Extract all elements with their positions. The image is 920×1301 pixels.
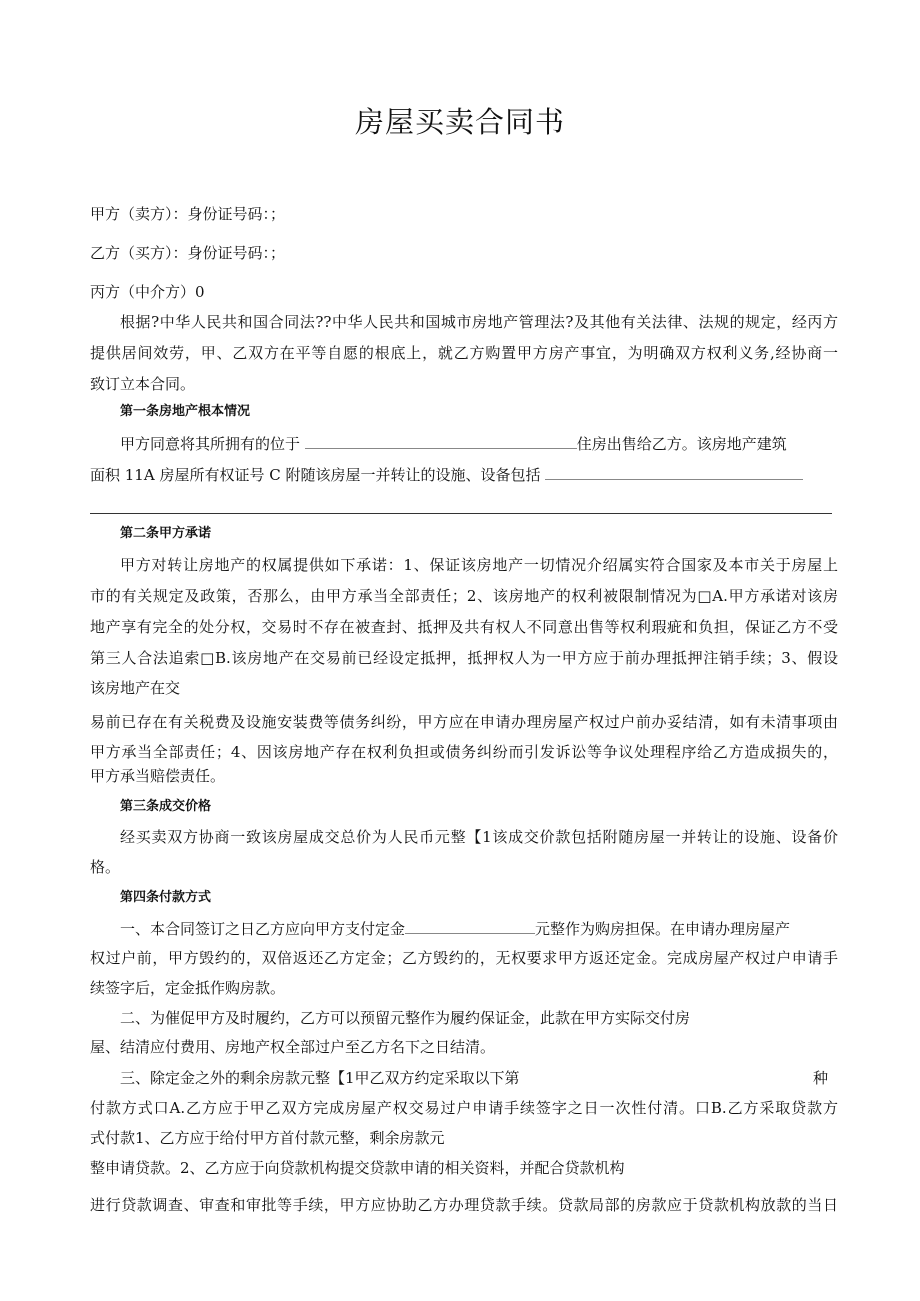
article3-heading: 第三条成交价格 (120, 799, 212, 814)
location-blank[interactable] (305, 433, 577, 449)
article1-text: 甲方同意将其所拥有的位于 (120, 435, 301, 453)
article4-line (120, 918, 790, 939)
divider (90, 513, 832, 514)
deposit-blank[interactable] (405, 918, 535, 934)
article1-text: 住房出售给乙方。该房地产建筑 (576, 435, 787, 453)
article4-line: 进行贷款调查、审查和审批等手续，甲方应协助乙方办理贷款手续。贷款局部的房款应于贷款机构放款的当日 (90, 1196, 838, 1214)
article4-line: 式付款1、乙方应于给付甲方首付款元整，剩余房款元 (90, 1129, 445, 1147)
article2-line: 甲方承当全部责任；4、因该房地产存在权利负担或债务纠纷而引发诉讼等争议处理程序给乙方造成损失的， (90, 743, 838, 761)
article1-line (90, 464, 803, 485)
equipment-blank[interactable] (545, 464, 803, 480)
article3-line: 格。 (90, 858, 121, 876)
article4-line: 屋、结清应付费用、房地产权全部过户至乙方名下之日结清。 (90, 1038, 496, 1056)
article4-line: 权过户前，甲方毁约的，双倍返还乙方定金；乙方毁约的，无权要求甲方返还定金。完成房屋产权过户申请手 (90, 949, 838, 967)
article2-line: 甲方对转让房地产的权属提供如下承诺：1、保证该房地产一切情况介绍属实符合国家及本市关于房屋上 (120, 556, 838, 574)
party-seller: 甲方（卖方）：身份证号码：； (90, 205, 286, 223)
preamble-line: 根据?中华人民共和国合同法??中华人民共和国城市房地产管理法?及其他有关法律、法规的规定，经丙方 (120, 313, 838, 331)
article4-line: 整申请贷款。2、乙方应于向贷款机构提交贷款申请的相关资料，并配合贷款机构 (90, 1159, 625, 1177)
party-agent: 丙方（中介方）0 (90, 283, 205, 301)
article4-line: 续签字后，定金抵作购房款。 (90, 979, 286, 997)
document-title: 房屋买卖合同书 (354, 105, 565, 139)
article1-heading: 第一条房地产根本情况 (120, 404, 251, 419)
article4-text: 一、本合同签订之日乙方应向甲方支付定金 (120, 920, 406, 938)
article2-line: 甲方承当赔偿责任。 (90, 767, 226, 785)
article4-line: 二、为催促甲方及时履约，乙方可以预留元整作为履约保证金，此款在甲方实际交付房 (120, 1009, 691, 1027)
article2-line: 市的有关规定及政策，否那么，由甲方承当全部责任；2、该房地产的权利被限制情况为□A.甲方承诺对该房 (90, 587, 838, 605)
article1-text: 面积 11A 房屋所有权证号 C 附随该房屋一并转让的设施、设备包括 (90, 466, 541, 484)
article2-line: 地产享有完全的处分权，交易时不存在被查封、抵押及共有权人不同意出售等权利瑕疵和负担，保证乙方不受 (90, 618, 838, 636)
article2-line: 第三人合法追索□B.该房地产在交易前已经设定抵押，抵押权人为一甲方应于前办理抵押注销手续；3、假设 (90, 649, 838, 667)
party-buyer: 乙方（买方）：身份证号码：； (90, 244, 286, 262)
article4-line: 三、除定金之外的剩余房款元整【1甲乙双方约定采取以下第 (120, 1069, 520, 1087)
article2-heading: 第二条甲方承诺 (120, 526, 212, 541)
article4-line: 付款方式口A.乙方应于甲乙双方完成房屋产权交易过户申请手续签字之日一次性付清。口B.乙方采取贷款方 (90, 1099, 838, 1117)
preamble-line: 致订立本合同。 (90, 375, 196, 393)
article3-line: 经买卖双方协商一致该房屋成交总价为人民币元整【1该成交价款包括附随房屋一并转让的设施、设备价 (120, 828, 838, 846)
article2-line: 该房地产在交 (90, 679, 181, 697)
preamble-line: 提供居间效劳，甲、乙双方在平等自愿的根底上，就乙方购置甲方房产事宜，为明确双方权利义务,经协商一 (90, 344, 838, 362)
article1-line (120, 433, 787, 454)
article4-heading: 第四条付款方式 (120, 890, 212, 905)
article4-line: 种 (813, 1069, 829, 1087)
article2-line: 易前已存在有关税费及设施安装费等债务纠纷，甲方应在申请办理房屋产权过户前办妥结清，如有未清事项由 (90, 713, 838, 731)
article4-text: 元整作为购房担保。在申请办理房屋产 (535, 920, 791, 938)
